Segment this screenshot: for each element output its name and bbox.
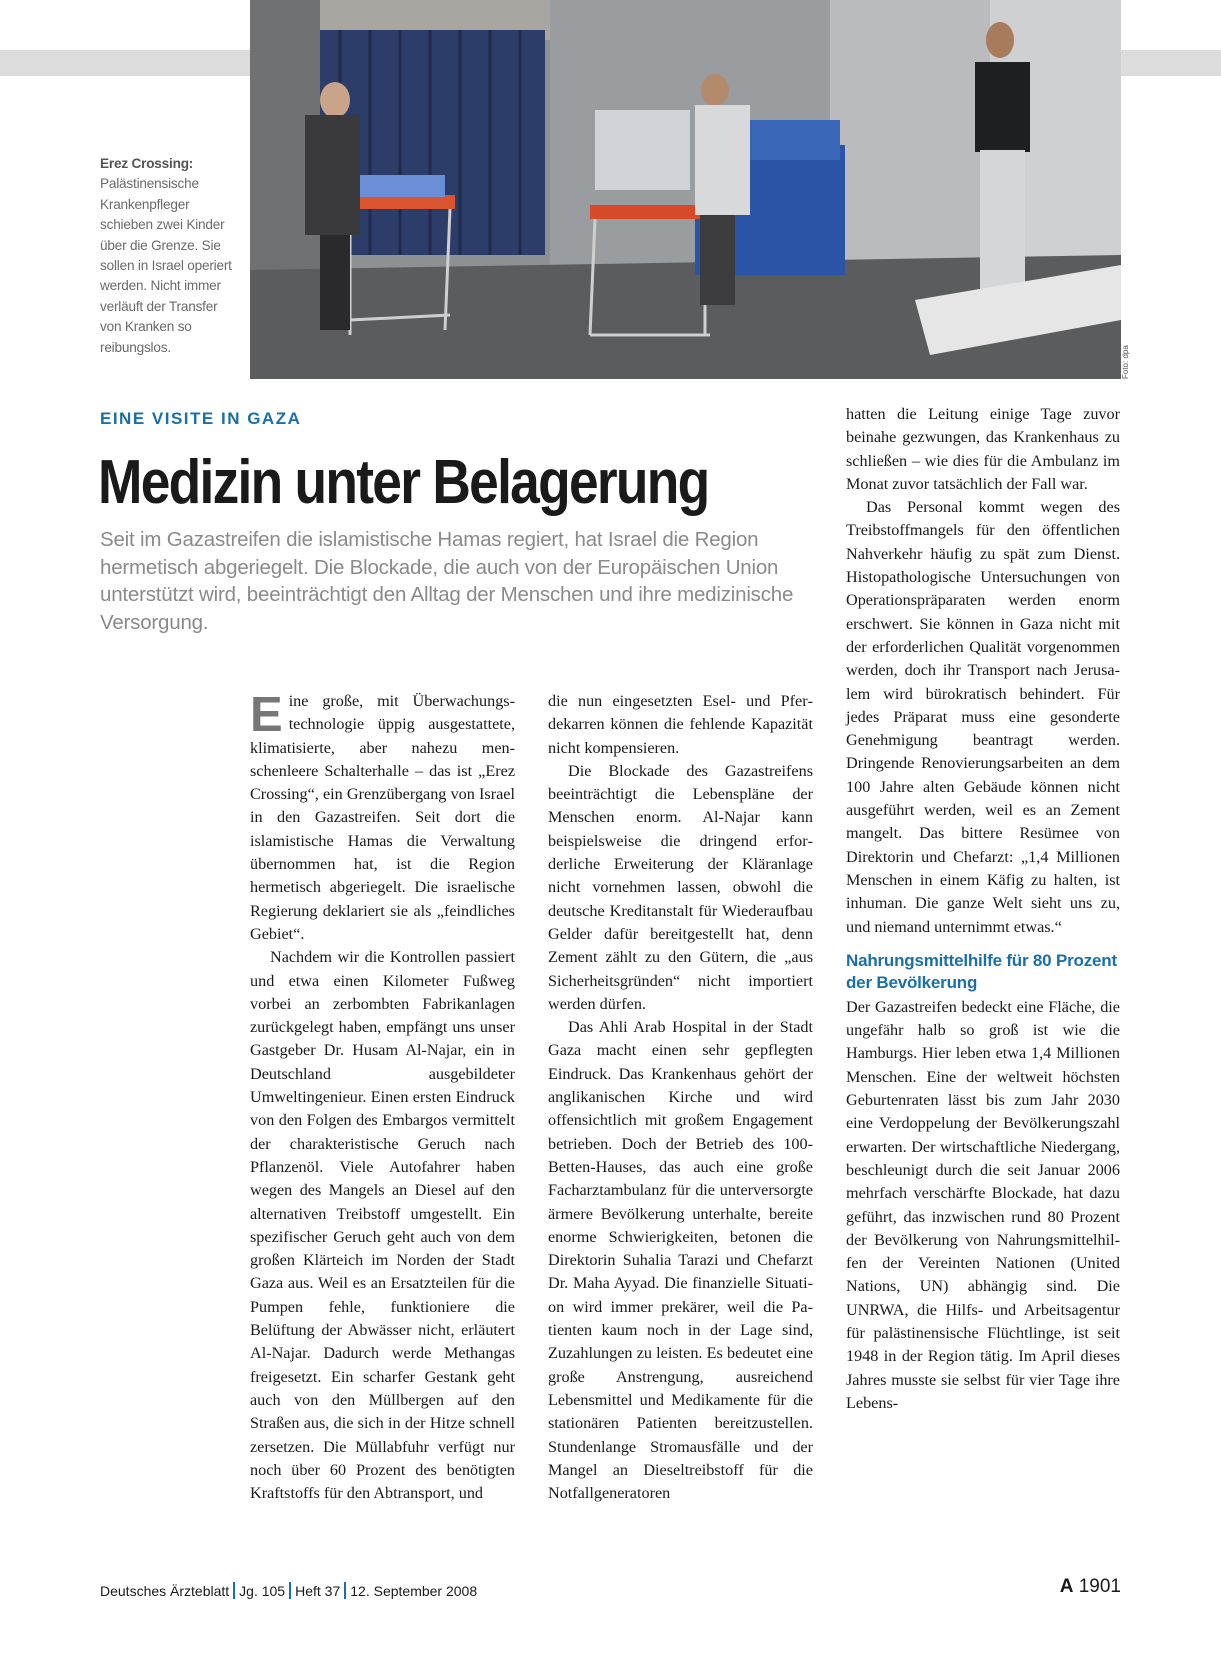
issue-date: 12. September 2008 <box>350 1583 478 1599</box>
paragraph: Das Personal kommt wegen des Treibstoffmangels für den öffentlichen Nahverkehr häufig zu spät zum Dienst. Histopathologische Untersuchungen von Operationspräparaten werden enorm erschwert. Sie können in Gaza nicht mit der erforderlichen Qualität vorgenommen werden, doch ihr Transport nach Jerusalem wird bürokratisch behindert. Für jedes Präparat muss eine gesonderte Genehmigung beantragt werden. Dringende Renovierungsarbeiten an dem 100 Jahre alten Gebäude können nicht ausgeführt werden, weil es an Zement mangelt. Das bittere Resümee von Direktorin und Chefarzt: „1,4 Millionen Menschen in einem Käfig zu halten, ist inhuman. Die ganze Welt sieht uns zu, und niemand unternimmt etwas.“ <box>846 498 1120 936</box>
article-column-1 <box>250 690 515 1505</box>
caption-lead: Erez Crossing: <box>100 156 194 171</box>
page-footer <box>100 1582 477 1599</box>
article-column-2 <box>548 690 813 1505</box>
paragraph <box>250 690 515 946</box>
journal-name: Deutsches Ärzteblatt <box>100 1583 230 1599</box>
footer-separator <box>289 1582 291 1599</box>
page-number-value: 1901 <box>1078 1576 1121 1597</box>
page-prefix: A <box>1059 1576 1074 1597</box>
article-photo <box>250 0 1121 379</box>
article-kicker: EINE VISITE IN GAZA <box>100 409 302 428</box>
paragraph: die nun eingesetzten Esel- und Pferdekarren können die fehlende Kapazität nicht kompensieren. <box>548 692 813 757</box>
article-column-3 <box>846 403 1120 1415</box>
photo-credit: Foto: dpa <box>1121 345 1130 379</box>
journal-issue: Heft 37 <box>295 1583 341 1599</box>
section-subheading: Nahrungsmittelhilfe für 80 Prozent der Bevölkerung <box>846 950 1117 992</box>
article-title: Medizin unter Belagerung <box>98 448 709 517</box>
caption-text: Palästinensische Krankenpfleger schieben zwei Kinder über die Grenze. Sie sollen in Israel operiert werden. Nicht immer verläuft der Transfer von Kranken so reibungslos. <box>100 176 232 355</box>
paragraph: Die Blockade des Gazastreifens beeinträchtigt die Lebenspläne der Menschen enorm. Al-Najar kann beispielsweise die dringend erforderliche Erweiterung der Kläranlage nicht vornehmen lassen, obwohl die deutsche Kreditanstalt für Wiederaufbau Gelder dafür bereitgestellt hat, denn Zement zählt zu den Gütern, die „aus Sicherheitsgründen“ nicht importiert werden dürfen. <box>548 761 813 1013</box>
header-band-right <box>1121 50 1221 76</box>
footer-separator <box>233 1582 235 1599</box>
article-deck: Seit im Gazastreifen die islamistische Hamas regiert, hat Israel die Region hermetisch abgeriegelt. Die Blockade, die auch von der Europäischen Union unterstützt wird, beeinträchtigt den Alltag der Menschen und ihre medizinische Versorgung. <box>100 528 794 634</box>
photo-caption <box>100 154 240 358</box>
paragraph: Nachdem wir die Kontrollen passiert und etwa einen Kilometer Fußweg vorbei an zerbombten Fabrikanlagen zurückgelegt haben, empfängt uns unser Gastgeber Dr. Husam Al-Najar, ein in Deutschland ausgebildeter Umweltingenieur. Einen ersten Eindruck von den Folgen des Embargos vermittelt der charakteristische Geruch nach Pflanzenöl. Viele Autofahrer haben wegen des Mangels an Diesel auf den alternativen Treibstoff umgestellt. Ein spezifischer Geruch geht auch von dem großen Klärteich im Norden der Stadt Gaza aus. Weil es an Ersatzteilen für die Pumpen fehle, funktioniere die Belüftung der Abwässer nicht, erläutert Al-Najar. Dadurch werde Methangas freigesetzt. Ein scharfer Gestank geht auch von den Müllbergen auf den Straßen aus, die sich in der Hitze schnell zersetzen. Die Müllabfuhr verfügt nur noch über 60 Prozent des benötigten Kraftstoffs für den Abtransport, und <box>250 948 515 1503</box>
paragraph-text: ine große, mit Überwachungstechnologie üppig ausgestattete, klimatisierte, aber nahezu menschenleere Schalterhalle – das ist „Erez Crossing“, ein Grenzübergang von Israel in den Gazastreifen. Seit dort die islamistische Hamas die Verwaltung übernommen hat, ist die Region hermetisch abgeriegelt. Die israelische Regierung deklariert sie als „feindliches Gebiet“. <box>250 692 515 943</box>
page-number <box>1060 1576 1121 1598</box>
footer-separator <box>344 1582 346 1599</box>
paragraph: hatten die Leitung einige Tage zuvor beinahe gezwungen, das Krankenhaus zu schließen – wie dies für die Ambulanz im Monat zuvor tatsächlich der Fall war. <box>846 405 1120 493</box>
header-band-left <box>0 50 250 76</box>
paragraph: Der Gazastreifen bedeckt eine Fläche, die ungefähr halb so groß ist wie die Hamburgs. Hier leben etwa 1,4 Millionen Menschen. Eine der weltweit höchsten Geburtenraten lässt bis zum Jahr 2030 eine Verdoppelung der Bevölkerungszahl erwarten. Der wirtschaftliche Niedergang, beschleunigt durch die seit Januar 2006 mehrfach verschärfte Blockade, hat dazu geführt, das inzwischen rund 80 Prozent der Bevölkerung von Nahrungsmittelhilfen der Vereinten Nationen (United Nations, UN) abhängig sind. Die UNRWA, die Hilfs- und Arbeitsagentur für palästinensische Flüchtlinge, ist seit 1948 in der Region tätig. Im April dieses Jahres musste sie selbst für vier Tage ihre Lebens- <box>846 997 1120 1412</box>
journal-volume: Jg. 105 <box>239 1583 286 1599</box>
drop-cap: E <box>250 688 283 742</box>
paragraph: Das Ahli Arab Hospital in der Stadt Gaza macht einen sehr gepflegten Eindruck. Das Krankenhaus gehört der anglikanischen Kirche und wird offensichtlich mit großem Engagement betrieben. Doch der Betrieb des 100-Betten-Hauses, das auch eine große Facharztambulanz für die unterversorgte ärmere Bevölkerung unterhalte, bereite enorme Schwierigkeiten, betonen die Direktorin Suhalia Tarazi und Chefarzt Dr. Maha Ayyad. Die finanzielle Situation wird immer prekärer, weil die Patienten kaum noch in der Lage sind, Zuzahlungen zu leisten. Es bedeutet eine große Anstrengung, ausreichend Lebensmittel und Medikamente für die stationären Patienten bereitzustellen. Stundenlange Stromausfälle und der Mangel an Dieseltreibstoff für die Notfallgeneratoren <box>548 1018 813 1503</box>
